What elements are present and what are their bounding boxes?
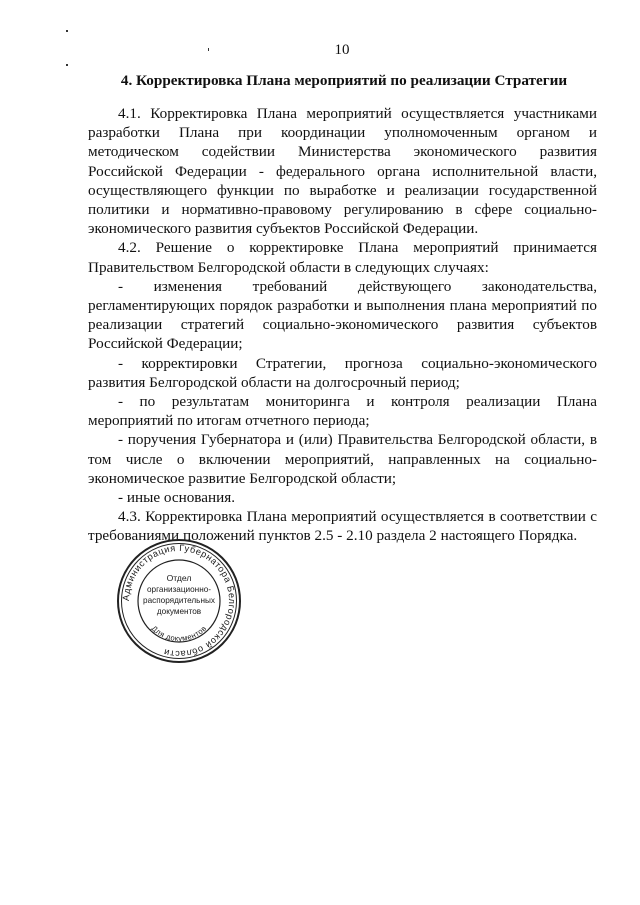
paragraph-4-3: 4.3. Корректировка Плана мероприятий осуществляется в соответствии с требованиями положений пунктов 2.5 - 2.10 раздела 2 настоящего Порядка. — [88, 508, 597, 545]
list-item: - иные основания. — [118, 489, 236, 507]
stamp-center-line: документов — [156, 607, 202, 616]
section-title: 4. Корректировка Плана мероприятий по реализации Стратегии — [120, 72, 568, 89]
page-number: 10 — [334, 42, 350, 58]
scan-speck — [66, 30, 68, 32]
stamp-center-line: распорядительных — [143, 596, 215, 605]
list-item: - по результатам мониторинга и контроля реализации Плана мероприятий по итогам отчетного периода; — [88, 393, 597, 430]
stamp-outer-text: Администрация Губернатора Белгородской области — [120, 542, 238, 660]
stamp-inner-text: Для документов — [149, 623, 209, 644]
stamp-seal-graphic — [115, 537, 243, 665]
paragraph-4-2: 4.2. Решение о корректировке Плана мероприятий принимается Правительством Белгородской области в следующих случаях: — [88, 239, 597, 276]
scan-speck — [66, 64, 68, 66]
document-body — [88, 104, 597, 546]
list-item: - корректировки Стратегии, прогноза социально-экономического развития Белгородской области на долгосрочный период; — [88, 354, 597, 391]
list-item: - поручения Губернатора и (или) Правительства Белгородской области, в том числе о включении мероприятий, направленных на социально-экономическое развитие Белгородской области; — [88, 431, 597, 487]
stamp-center-line: организационно- — [146, 585, 212, 594]
paragraph-4-1: 4.1. Корректировка Плана мероприятий осуществляется участниками разработки Плана при координации уполномоченным органом и методическом содействии Министерства экономического развития Российской Федерации - федерального органа исполнительной власти, осуществляющего функции по выработке и реализации государственной политики и нормативно-правовому регулированию в сфере социально-экономического развития субъектов Российской Федерации. — [88, 105, 597, 238]
official-stamp — [115, 537, 243, 665]
stamp-center-line: Отдел — [166, 573, 192, 583]
list-item: - изменения требований действующего законодательства, регламентирующих порядок разработки и выполнения плана мероприятий по реализации стратегий социально-экономического развития субъектов Российской Федерации; — [88, 277, 597, 353]
svg-text:Для документов — [150, 624, 209, 643]
